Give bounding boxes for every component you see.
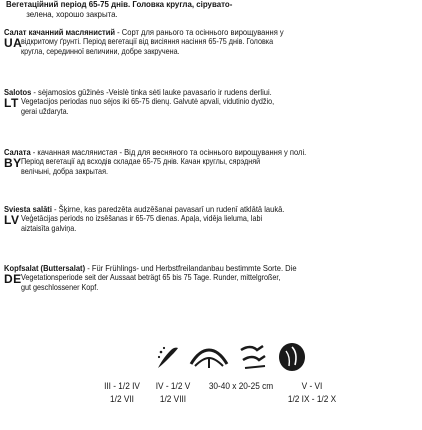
desc-line: Vegetacijos periodas nuo sėjos iki 65-75 dienų. Galvutė apvali, vidutinio dydžio, (21, 97, 275, 106)
entry-title (4, 87, 368, 97)
top-line-2: зелена, хорошо закрыта. (26, 8, 118, 19)
schedule-col-harvest (287, 380, 337, 406)
desc-line: велічыні, добра закрытая. (21, 166, 108, 176)
entry-title-rest: - sėjamosios gūžinės -Veislė tinka sėti lauke pavasario ir rudens derliui. (31, 87, 272, 97)
seedling-rows-icon (187, 342, 231, 372)
entry-ua (4, 27, 418, 56)
entry-title (4, 147, 368, 157)
entry-description (21, 97, 408, 116)
schedule-line: 1/2 VIII (159, 394, 187, 404)
sowing-hand-icon (155, 342, 181, 372)
entry-lt (4, 87, 418, 116)
entry-by (4, 147, 418, 176)
desc-line: відкритому ґрунті. Період вегетації від висіяння насіння 65-75 днів. Головка (21, 37, 274, 46)
schedule-line: III - 1/2 IV (104, 381, 140, 391)
desc-line: кругла, серединної величини, добре закручена. (21, 46, 180, 56)
entry-title (4, 27, 368, 37)
schedule-line: 30-40 x 20-25 cm (208, 381, 274, 391)
schedule-col-spacing (208, 380, 275, 393)
schedule-line: 1/2 VII (110, 394, 134, 404)
spacing-arrows-icon (237, 342, 271, 372)
entry-description (21, 37, 408, 56)
entry-title (4, 204, 368, 214)
language-code: DE (4, 272, 22, 286)
schedule-col-planting (154, 380, 192, 406)
cultivation-icons (155, 339, 307, 375)
schedule-line: V - VI (301, 381, 323, 391)
desc-line: gerai uždaryta. (21, 106, 69, 116)
entry-title-rest: - качанная маслянистая - Від для весняного та осіннього вирощування у полі. (30, 147, 307, 157)
desc-line: Vegetationsperiode seit der Aussaat beträgt 65 bis 75 Tage. Runder, mittelgroßer, (21, 273, 281, 282)
entry-lv (4, 204, 418, 233)
entry-title-rest: - Сорт для ранього та осіннього вирощування у (115, 27, 284, 37)
entry-title-rest: - Šķirne, kas paredzēta audzēšanai pavasarī un rudenī atklātā laukā. (51, 204, 285, 214)
schedule-line: IV - 1/2 V (155, 381, 191, 391)
entry-description (21, 157, 408, 176)
entry-title-bold: Салат качанний маслянистий (4, 27, 116, 37)
entry-title-bold: Sviesta salāti (4, 204, 52, 214)
desc-line: gut geschlossener Kopf. (21, 282, 99, 292)
language-code: LV (4, 213, 20, 227)
language-code: UA (4, 36, 23, 50)
entry-title-bold: Kopfsalat (Buttersalat) (4, 263, 86, 273)
desc-line: Період вегетації ад всходів складае 65-75 днів. Качан круглы, сярэдняй (21, 157, 261, 166)
top-block-continued-text (6, 0, 383, 19)
language-code: LT (4, 96, 19, 110)
entry-description (21, 214, 408, 233)
entry-description (21, 273, 408, 292)
schedule-line: 1/2 IX - 1/2 X (287, 394, 337, 404)
schedule-col-sowing (102, 380, 142, 406)
entry-title-bold: Salotos (4, 87, 32, 97)
desc-line: Veģetācijas periods no izsēšanas ir 65-75 dienas. Apaļa, vidēja lieluma, labi (21, 214, 263, 223)
entry-title-rest: - Für Frühlings- und Herbstfreilandanbau bestimmte Sorte. Die (85, 263, 297, 273)
desc-line: aiztaisīta galviņa. (21, 223, 77, 233)
entry-title (4, 263, 368, 273)
language-code: BY (4, 156, 22, 170)
top-line-1: Вегетаційний період 65-75 днів. Головка кругла, сірувато- (6, 0, 233, 9)
harvest-lettuce-icon (277, 341, 307, 373)
entry-de (4, 263, 418, 292)
entry-title-bold: Салата (4, 147, 31, 157)
